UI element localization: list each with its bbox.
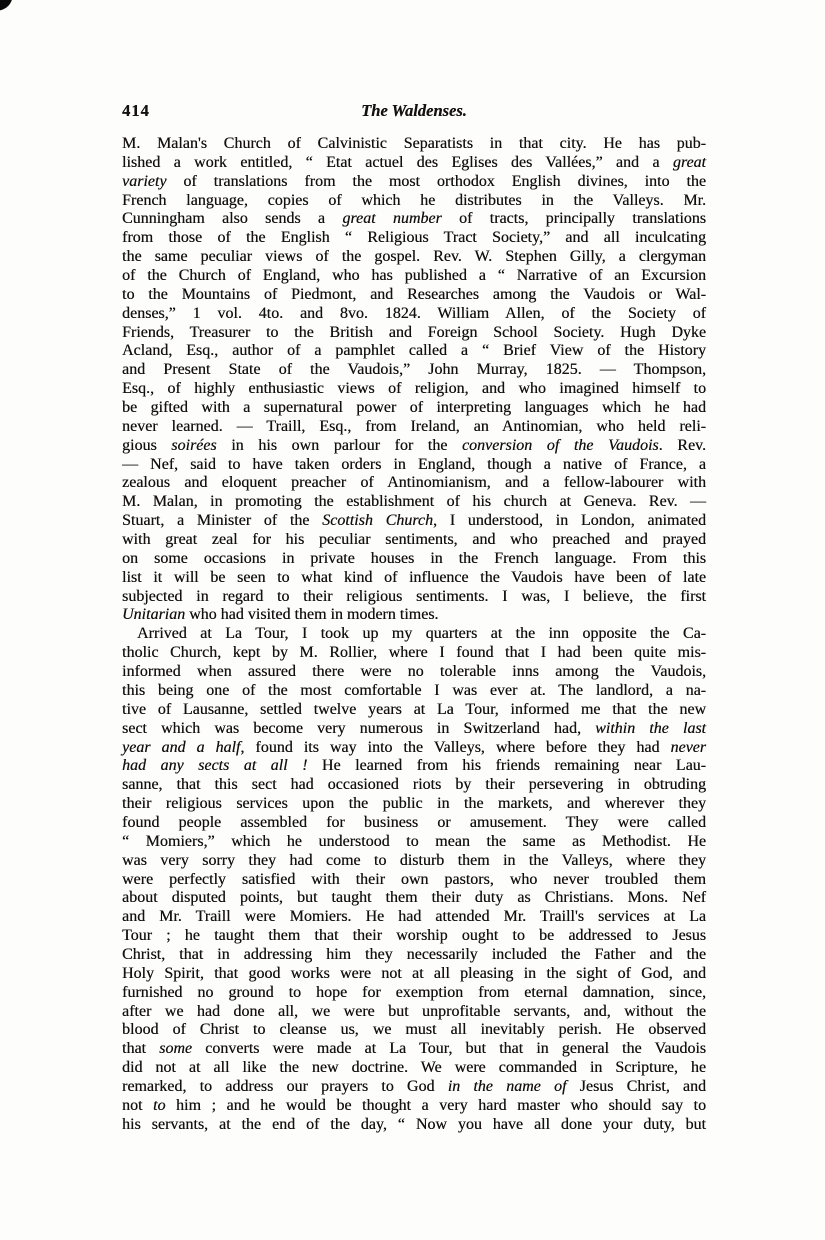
text-line bbox=[122, 946, 706, 965]
text-segment: and Mr. Traill were Momiers. He had attended Mr. Traill's services at La bbox=[122, 908, 706, 926]
text-line bbox=[122, 512, 706, 531]
text-segment: who had visited them in modern times. bbox=[185, 606, 439, 624]
text-line bbox=[122, 305, 706, 324]
text-line bbox=[122, 324, 706, 343]
text-segment: list it will be seen to what kind of influence the Vaudois have been of late bbox=[122, 568, 706, 586]
italic-text-segment: great bbox=[672, 153, 706, 171]
text-segment: Tour ; he taught them that their worship ought to be addressed to Jesus bbox=[122, 927, 706, 945]
text-line bbox=[122, 908, 706, 927]
text-segment: informed when assured there were no tolerable inns among the Vaudois, bbox=[122, 663, 706, 681]
text-segment: Stuart, a Minister of the bbox=[122, 512, 323, 530]
text-segment: sanne, that this sect had occasioned riots by their persevering in obtruding bbox=[122, 776, 706, 794]
text-segment: after we had done all, we were but unprofitable servants, and, without the bbox=[122, 1002, 706, 1020]
text-segment: blood of Christ to cleanse us, we must all inevitably perish. He observed bbox=[122, 1021, 706, 1039]
text-segment: tholic Church, kept by M. Rollier, where I found that I had been quite mis- bbox=[122, 644, 706, 662]
page-body bbox=[122, 135, 706, 1135]
text-line bbox=[122, 644, 706, 663]
text-segment: about disputed points, but taught them their duty as Christians. Mons. Nef bbox=[122, 889, 706, 907]
italic-text-segment: Unitarian bbox=[122, 606, 186, 624]
text-line bbox=[122, 399, 706, 418]
text-segment: denses,” 1 vol. 4to. and 8vo. 1824. William Allen, of the Society of bbox=[122, 304, 706, 322]
text-segment: Holy Spirit, that good works were not at all pleasing in the sight of God, and bbox=[122, 964, 706, 982]
text-line bbox=[122, 871, 706, 890]
text-segment: the same peculiar views of the gospel. Rev. W. Stephen Gilly, a clergyman bbox=[122, 248, 706, 266]
italic-text-segment: had any sects at all ! bbox=[122, 757, 308, 775]
text-segment: tive of Lausanne, settled twelve years at La Tour, informed me that the new bbox=[122, 700, 706, 718]
text-line bbox=[122, 154, 706, 173]
text-segment: on some occasions in private houses in the French language. From this bbox=[122, 549, 706, 567]
text-segment: his servants, at the end of the day, “ Now you have all done your duty, but bbox=[122, 1115, 706, 1133]
text-line bbox=[122, 795, 706, 814]
text-line bbox=[122, 682, 706, 701]
text-line bbox=[122, 757, 706, 776]
italic-text-segment: within the last bbox=[595, 719, 707, 737]
text-line bbox=[122, 286, 706, 305]
text-line bbox=[122, 173, 706, 192]
text-segment: subjected in regard to their religious sentiments. I was, I believe, the first bbox=[122, 587, 706, 605]
text-line bbox=[122, 493, 706, 512]
text-segment: converts were made at La Tour, but that in general the Vaudois bbox=[192, 1040, 706, 1058]
italic-text-segment: soirées bbox=[171, 436, 217, 454]
text-line bbox=[122, 663, 706, 682]
italic-text-segment: some bbox=[159, 1040, 193, 1058]
text-segment: Friends, Treasurer to the British and Foreign School Society. Hugh Dyke bbox=[122, 323, 706, 341]
text-segment: Christ, that in addressing him they necessarily included the Father and the bbox=[122, 945, 706, 963]
italic-text-segment: in the name of bbox=[447, 1077, 567, 1095]
text-segment: M. Malan, in promoting the establishment of his church at Geneva. Rev. — bbox=[122, 493, 706, 511]
italic-text-segment: Scottish Church bbox=[322, 512, 433, 530]
text-segment: found people assembled for business or amusement. They were called bbox=[122, 813, 706, 831]
text-segment: were perfectly satisfied with their own pastors, who never troubled them bbox=[122, 870, 706, 888]
text-line bbox=[122, 927, 706, 946]
text-line bbox=[122, 606, 706, 625]
text-segment: zealous and eloquent preacher of Antinomianism, and a fellow-labourer with bbox=[122, 474, 706, 492]
text-line bbox=[122, 229, 706, 248]
italic-text-segment: to bbox=[153, 1096, 166, 1114]
running-head bbox=[122, 101, 706, 121]
text-line bbox=[122, 739, 706, 758]
text-segment: was very sorry they had come to disturb them in the Valleys, where they bbox=[122, 851, 706, 869]
text-line bbox=[122, 474, 706, 493]
text-line bbox=[122, 720, 706, 739]
running-title: The Waldenses. bbox=[361, 101, 467, 120]
text-segment: Cunningham also sends a bbox=[122, 210, 343, 228]
text-line bbox=[122, 776, 706, 795]
text-line bbox=[122, 569, 706, 588]
text-line bbox=[122, 248, 706, 267]
text-segment: did not at all like the new doctrine. We were commanded in Scripture, he bbox=[122, 1059, 706, 1077]
text-segment: “ Momiers,” which he understood to mean the same as Methodist. He bbox=[122, 832, 706, 850]
text-line bbox=[122, 210, 706, 229]
italic-text-segment: great number bbox=[342, 210, 442, 228]
text-line bbox=[122, 1078, 706, 1097]
text-line bbox=[122, 701, 706, 720]
text-segment: and Present State of the Vaudois,” John Murray, 1825. — Thompson, bbox=[122, 361, 706, 379]
text-segment: , I understood, in London, animated bbox=[432, 512, 707, 530]
text-line bbox=[122, 456, 706, 475]
text-segment: never learned. — Traill, Esq., from Ireland, an Antinomian, who held reli- bbox=[122, 417, 706, 435]
text-segment: gious bbox=[122, 436, 172, 454]
text-segment: M. Malan's Church of Calvinistic Separatists in that city. He has pub- bbox=[122, 135, 706, 152]
text-line bbox=[122, 833, 706, 852]
text-line bbox=[122, 1021, 706, 1040]
scan-smudge-artifact bbox=[0, 0, 14, 11]
text-line bbox=[122, 625, 706, 644]
text-line bbox=[122, 852, 706, 871]
text-segment: lished a work entitled, “ Etat actuel des Eglises des Vallées,” and a bbox=[122, 153, 673, 171]
text-segment: sect which was become very numerous in Switzerland had, bbox=[122, 719, 596, 737]
text-segment: Esq., of highly enthusiastic views of religion, and who imagined himself to bbox=[122, 380, 706, 398]
page-number: 414 bbox=[122, 101, 150, 120]
text-line bbox=[122, 1003, 706, 1022]
text-segment: him ; and he would be thought a very hard master who should say to bbox=[165, 1096, 707, 1114]
text-line bbox=[122, 192, 706, 211]
text-segment: that bbox=[122, 1040, 160, 1058]
text-segment: in his own parlour for the bbox=[216, 436, 462, 454]
text-line bbox=[122, 1116, 706, 1135]
text-line bbox=[122, 588, 706, 607]
text-line bbox=[122, 267, 706, 286]
text-segment: from those of the English “ Religious Tract Society,” and all inculcating bbox=[122, 229, 706, 247]
text-segment: remarked, to address our prayers to God bbox=[122, 1077, 448, 1095]
text-line bbox=[122, 889, 706, 908]
text-line bbox=[122, 380, 706, 399]
text-segment: not bbox=[122, 1096, 154, 1114]
text-segment: furnished no ground to hope for exemption from eternal damnation, since, bbox=[122, 983, 706, 1001]
italic-text-segment: never bbox=[670, 738, 706, 756]
italic-text-segment: conversion of the Vaudois bbox=[461, 436, 659, 454]
text-line bbox=[122, 342, 706, 361]
text-segment: of tracts, principally translations bbox=[441, 210, 707, 228]
text-line bbox=[122, 814, 706, 833]
text-segment: — Nef, said to have taken orders in England, though a native of France, a bbox=[122, 455, 706, 473]
text-line bbox=[122, 1097, 706, 1116]
text-segment: to the Mountains of Piedmont, and Researches among the Vaudois or Wal- bbox=[122, 285, 706, 303]
text-segment: be gifted with a supernatural power of interpreting languages which he had bbox=[122, 399, 706, 417]
text-segment: Acland, Esq., author of a pamphlet called a “ Brief View of the History bbox=[122, 342, 706, 360]
text-line bbox=[122, 437, 706, 456]
text-line bbox=[122, 135, 706, 154]
italic-text-segment: year and a half bbox=[122, 738, 241, 756]
text-segment: their religious services upon the public in the markets, and wherever they bbox=[122, 795, 706, 813]
text-line bbox=[122, 550, 706, 569]
italic-text-segment: variety bbox=[122, 172, 167, 190]
text-line bbox=[122, 361, 706, 380]
text-line bbox=[122, 1059, 706, 1078]
text-line bbox=[122, 965, 706, 984]
text-segment: of translations from the most orthodox English divines, into the bbox=[166, 172, 706, 190]
text-segment: French language, copies of which he distributes in the Valleys. Mr. bbox=[122, 191, 706, 209]
text-segment: , found its way into the Valleys, where before they had bbox=[240, 738, 671, 756]
text-line bbox=[122, 1040, 706, 1059]
text-segment: He learned from his friends remaining near Lau- bbox=[307, 757, 706, 775]
text-segment: . Rev. bbox=[658, 436, 706, 454]
text-segment: Arrived at La Tour, I took up my quarters at the inn opposite the Ca- bbox=[137, 625, 706, 643]
text-segment: this being one of the most comfortable I was ever at. The landlord, a na- bbox=[122, 681, 706, 699]
text-line bbox=[122, 531, 706, 550]
text-segment: with great zeal for his peculiar sentiments, and who preached and prayed bbox=[122, 531, 706, 549]
text-line bbox=[122, 418, 706, 437]
text-segment: Jesus Christ, and bbox=[566, 1077, 707, 1095]
text-segment: of the Church of England, who has published a “ Narrative of an Excursion bbox=[122, 267, 706, 285]
text-line bbox=[122, 984, 706, 1003]
